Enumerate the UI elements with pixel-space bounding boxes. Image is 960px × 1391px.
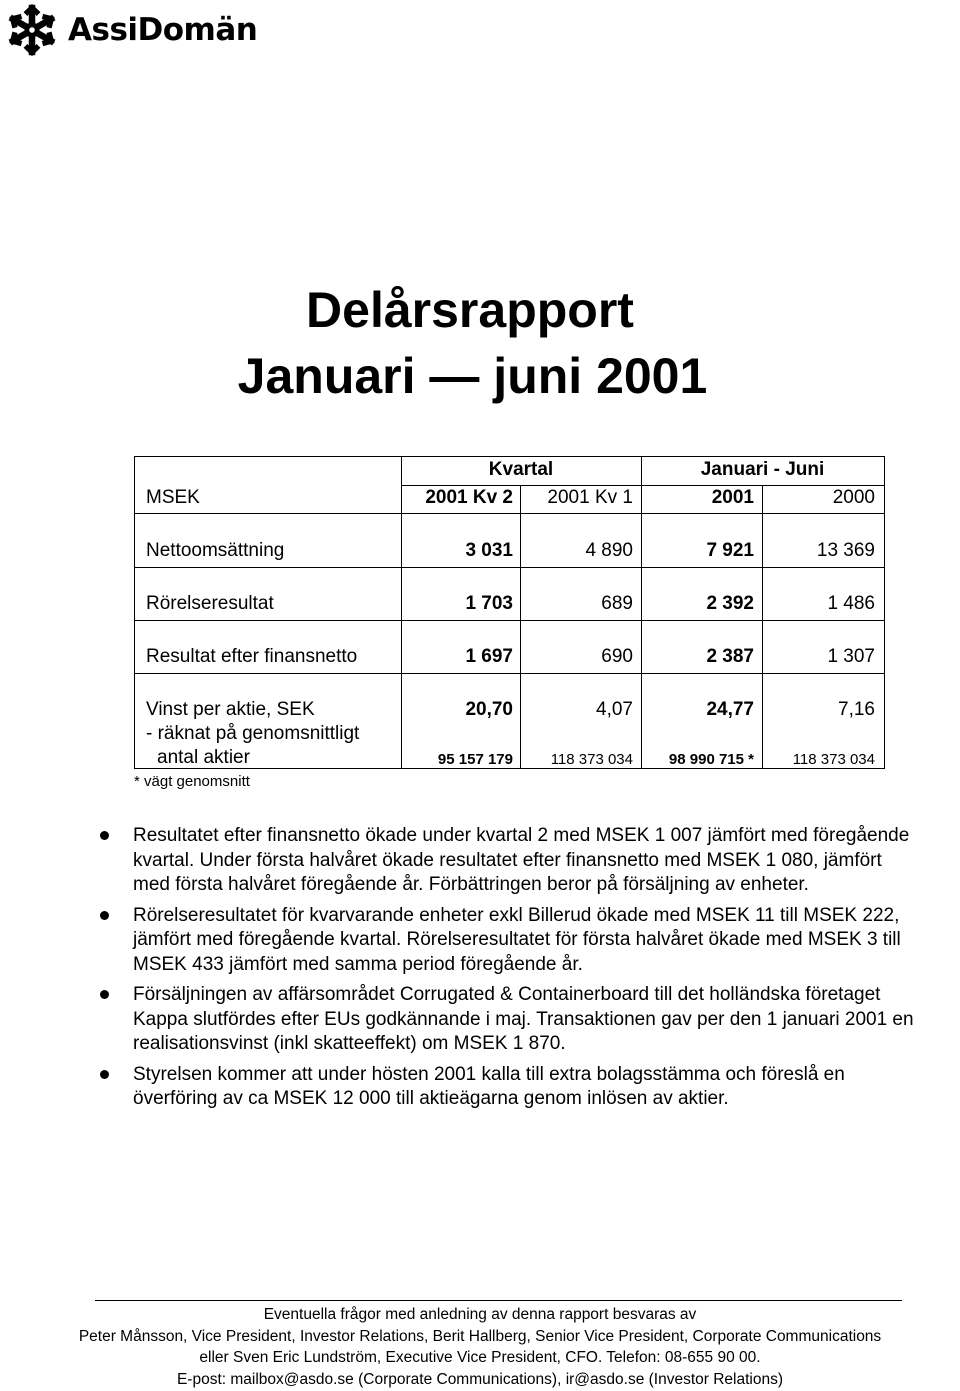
table-divider [401,485,884,486]
list-item [95,904,915,978]
table-cell: 7 921 [706,540,754,561]
column-header-2001-kv2: 2001 Kv 2 [425,487,513,508]
table-cell: 689 [601,593,633,614]
bullet-icon [100,911,109,920]
group-header-januari-juni: Januari - Juni [700,459,825,480]
table-cell: 7,16 [838,699,875,720]
footer-contact-emails: E-post: mailbox@asdo.se (Corporate Communications), ir@asdo.se (Investor Relations) [176,1370,784,1388]
list-item-text: Försäljningen av affärsområdet Corrugated & Containerboard till det holländska företaget Kappa slutfördes efter EUs godkännande i maj. Transaktionen gav per den 1 januari 2001 en realisationsvinst (inkl skatteeffekt) om MSEK 1 870. [133,984,914,1054]
list-item-text: Resultatet efter finansnetto ökade under kvartal 2 med MSEK 1 007 jämfört med föregående kvartal. Under första halvåret ökade resultatet efter finansnetto med MSEK 1 080, jämfört med första halvåret föregående år. Förbättringen beror på försäljning av enheter. [133,825,910,895]
row-label-vinst-per-aktie: Vinst per aktie, SEK [146,699,315,720]
row-label-rakna-genomsnitt: - räknat på genomsnittligt [146,723,360,744]
report-title [0,277,960,409]
table-divider [135,567,884,568]
table-cell: 118 373 034 [550,751,633,768]
footer-divider [95,1300,902,1301]
column-header-2001-kv1: 2001 Kv 1 [547,487,633,508]
table-cell: 4 890 [585,540,633,561]
table-cell: 1 703 [465,593,513,614]
table-cell: 1 307 [827,646,875,667]
list-item [95,1063,915,1112]
list-item [95,824,915,898]
table-cell: 98 990 715 * [668,751,754,768]
table-divider [135,620,884,621]
table-divider [135,673,884,674]
company-logo [2,2,257,58]
row-label-resultat-efter-finansnetto: Resultat efter finansnetto [146,646,358,667]
table-cell: 20,70 [465,699,513,720]
table-cell: 118 373 034 [792,751,875,768]
column-header-2001: 2001 [711,487,754,508]
table-divider [762,486,763,768]
table-divider [135,513,884,514]
brand-name: AssiDomän [68,12,258,48]
table-divider [520,486,521,768]
footer-line: Peter Månsson, Vice President, Investor Relations, Berit Hallberg, Senior Vice President, Corporate Communications [78,1327,882,1345]
contact-footer [0,1304,960,1390]
footer-line: eller Sven Eric Lundström, Executive Vice President, CFO. Telefon: 08-655 90 00. [199,1349,761,1366]
table-cell: 690 [601,646,633,667]
bullet-icon [100,831,109,840]
list-item [95,983,915,1057]
table-cell: 1 697 [465,646,513,667]
table-cell: 4,07 [596,699,633,720]
highlights-list [95,824,915,1118]
list-item-text: Rörelseresultatet för kvarvarande enheter exkl Billerud ökade med MSEK 11 till MSEK 222, jämfört med föregående kvartal. Rörelseresultatet för första halvåret ökade med MSEK 3 till MSEK 433 jämfört med samma period föregående år. [133,904,901,975]
column-header-2000: 2000 [832,487,875,508]
row-label-nettoomsattning: Nettoomsättning [146,540,285,561]
table-footnote: * vägt genomsnitt [134,773,250,790]
title-line-1: Delårsrapport [306,282,634,338]
financial-summary-table [134,456,885,769]
table-cell: 3 031 [465,540,513,561]
bullet-icon [100,1070,109,1079]
table-cell: 1 486 [827,593,875,614]
title-line-2: Januari — juni 2001 [237,348,708,404]
list-item-text: Styrelsen kommer att under hösten 2001 kalla till extra bolagsstämma och föreslå en överföring av ca MSEK 12 000 till aktieägarna genom inlösen av aktier. [133,1063,845,1109]
group-header-kvartal: Kvartal [488,459,554,480]
table-cell: 2 387 [706,646,754,667]
column-header-msek: MSEK [146,487,200,508]
row-label-rorelseresultat: Rörelseresultat [146,593,274,614]
footer-line: Eventuella frågor med anledning av denna rapport besvaras av [263,1306,697,1323]
snowflake-logo-icon [2,2,62,58]
table-cell: 95 157 179 [437,751,513,768]
table-cell: 24,77 [706,699,754,720]
table-cell: 2 392 [706,593,754,614]
row-label-antal-aktier: antal aktier [157,747,250,768]
bullet-icon [100,990,109,999]
table-cell: 13 369 [816,540,875,561]
